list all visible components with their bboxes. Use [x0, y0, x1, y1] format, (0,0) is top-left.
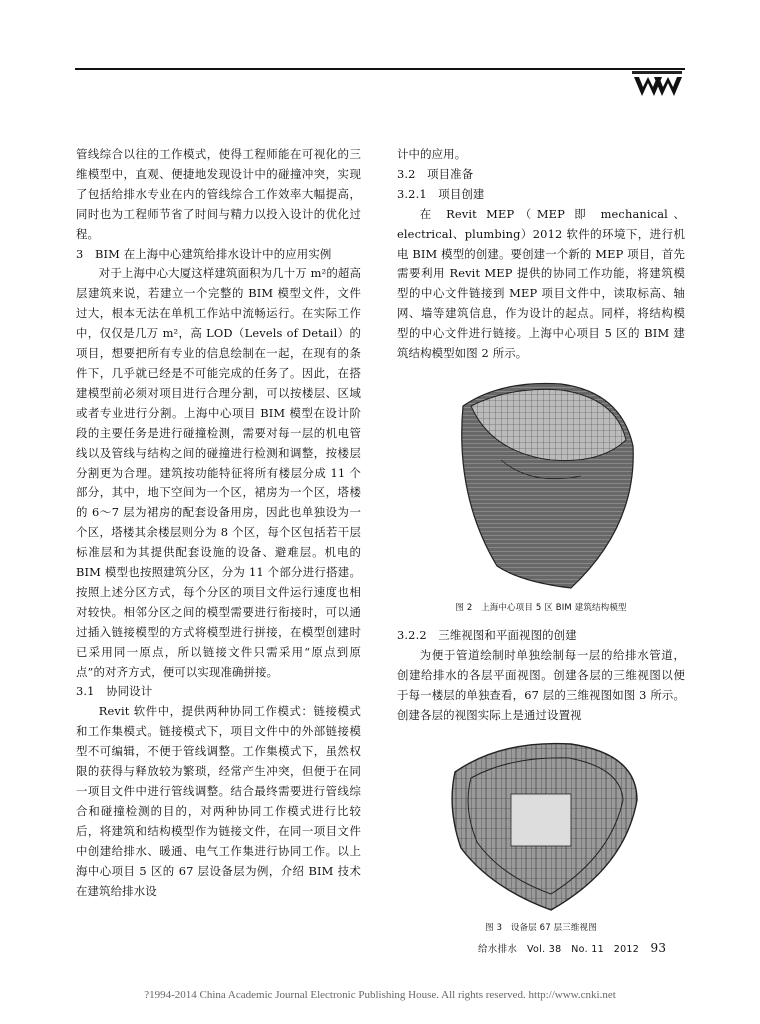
paragraph: Revit 软件中，提供两种协同工作模式：链接模式和工作集模式。链接模式下，项目文件中的外部链接模型不可编辑，不便于管线调整。工作集模式下，虽然权限的获得与释放较为繁琐，经常产生冲突，但便于在同一项目文件中进行管线调整。结合最终需要进行管线综合和碰撞检测的目的，对两种协同工作模式进行比较后，将建筑和结构模型作为链接文件，在同一项目文件中创建给排水、暖通、电气工作集进行协同工作。以上海中心项目 5 区的 67 层设备层为例，介绍 BIM 技术在建筑给排水设: [76, 704, 361, 898]
header-rule: [75, 68, 685, 70]
page-footer: [478, 941, 666, 955]
page-number: 93: [650, 941, 667, 955]
figure-3-caption: 图 3 设备层 67 层三维视图: [485, 922, 597, 933]
copyright-notice: ?1994-2014 China Academic Journal Electronic Publishing House. All rights reserved. http://www.cnki.net: [144, 989, 616, 1001]
subsection-heading: 3.2.1 项目创建: [397, 186, 485, 201]
section-heading: 3 BIM 在上海中心建筑给排水设计中的应用实例: [76, 246, 332, 261]
journal-info: 给水排水 Vol. 38 No. 11 2012: [478, 944, 640, 955]
figure-3-floor-3d-view: [441, 738, 641, 914]
paragraph: 在 Revit MEP（MEP 即 mechanical、electrical、plumbing）2012 软件的环境下，进行机电 BIM 模型的创建。要创建一个新的 MEP 项目，首先需要利用 Revit MEP 提供的协同工作功能，将建筑模型的中心文件链接到 MEP 项目文件中，读取标高、轴网、墙等建筑信息，作为设计的起点。同样，将结构模型的中心文件进行链接。上海中心项目 5 区的 BIM 建筑结构模型如图 2 所示。: [397, 206, 685, 361]
left-column: [76, 145, 361, 901]
paragraph: 计中的应用。: [397, 147, 467, 161]
paragraph: 对于上海中心大厦这样建筑面积为几十万 m²的超高层建筑来说，若建立一个完整的 BIM 模型文件，文件过大，根本无法在单机工作站中流畅运行。在实际工作中，仅仅是几万 m²，高 LOD（Levels of Detail）的项目，想要把所有专业的信息绘制在一起，在现有的条件下，几乎就已经是不可能完成的任务了。因此，在搭建模型前必须对项目进行合理分割，可以按楼层、区域或者专业进行分割。上海中心项目 BIM 模型在设计阶段的主要任务是进行碰撞检测，需要对每一层的机电管线以及管线与结构之间的碰撞进行检测和调整，按楼层分割更为合理。建筑按功能特征将所有楼层分成 11 个部分，其中，地下空间为一个区，裙房为一个区，塔楼的 6～7 层为裙房的配套设备用房，因此也单独设为一个区，塔楼其余楼层则分为 8 个区，每个区包括若干层标准层和为其提供配套设施的设备、避难层。机电的 BIM 模型也按照建筑分区，分为 11 个部分进行搭建。按照上述分区方式，每个分区的项目文件运行速度也相对较快。相邻分区之间的模型需要进行衔接时，可以通过插入链接模型的方式将模型进行拼接，在模型创建时已采用同一原点，所以链接文件只需采用“原点到原点”的对齐方式，便可以实现准确拼接。: [76, 266, 361, 679]
section-heading: 3.1 协同设计: [76, 684, 153, 699]
journal-logo: [632, 71, 682, 97]
paragraph: 管线综合以往的工作模式，使得工程师能在可视化的三维模型中，直观、便捷地发现设计中的碰撞冲突，实现了包括给排水专业在内的管线综合工作效率大幅提高，同时也为工程师节省了时间与精力以投入设计的优化过程。: [76, 147, 361, 241]
section-heading: 3.2 项目准备: [397, 166, 474, 181]
paragraph: 为便于管道绘制时单独绘制每一层的给排水管道，创建给排水的各层平面视图。创建各层的三维视图以便于每一楼层的单独查看，67 层的三维视图如图 3 所示。创建各层的视图实际上是通过设置视: [397, 647, 685, 722]
subsection-heading: 3.2.2 三维视图和平面视图的创建: [397, 627, 577, 642]
figure-2-building-model: [441, 376, 641, 594]
figure-2-caption: 图 2 上海中心项目 5 区 BIM 建筑结构模型: [455, 602, 627, 613]
right-column: [397, 145, 685, 946]
